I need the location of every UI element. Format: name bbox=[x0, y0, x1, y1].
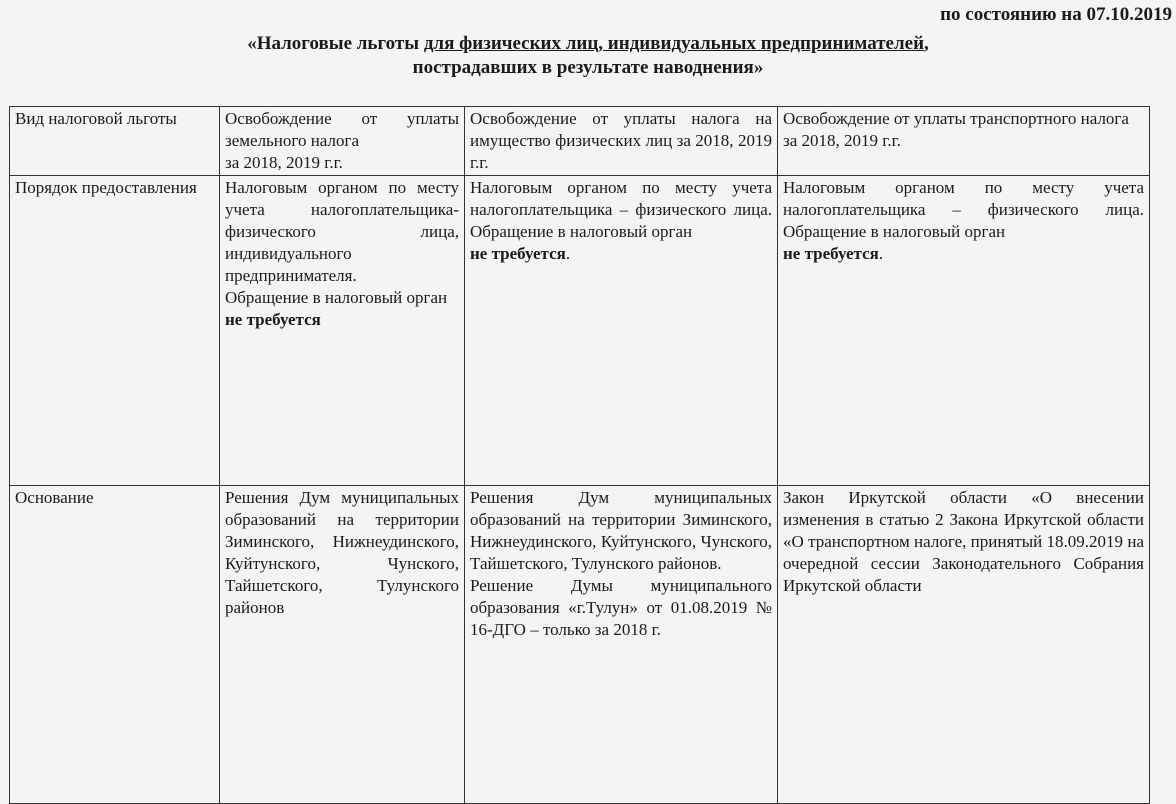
cell-bold-text: не требуется bbox=[225, 310, 321, 329]
cell-transport-tax-exemption bbox=[778, 107, 1150, 176]
title-suffix: , bbox=[924, 33, 929, 54]
document-title bbox=[0, 32, 1176, 80]
tax-benefits-table bbox=[9, 106, 1150, 804]
cell-text: Освобождение от уплаты налога на имущество физических лиц за 2018, 2019 г.г. bbox=[470, 109, 772, 172]
cell-text: Вид налоговой льготы bbox=[15, 109, 177, 128]
cell-land-basis bbox=[220, 486, 465, 804]
cell-text: Закон Иркутской области «О внесении изменения в статью 2 Закона Иркутской области «О транспортном налоге, принятый 18.09.2019 на очередной сессии Законодательного Собрания Иркутской области bbox=[783, 488, 1144, 595]
cell-text: Порядок предоставления bbox=[15, 178, 197, 197]
cell-transport-procedure bbox=[778, 176, 1150, 486]
cell-text: . bbox=[878, 244, 884, 263]
row-label-basis bbox=[10, 486, 220, 804]
cell-land-tax-exemption bbox=[220, 107, 465, 176]
cell-property-procedure bbox=[465, 176, 778, 486]
table-row bbox=[10, 176, 1150, 486]
cell-text: Основание bbox=[15, 488, 94, 507]
title-line-1 bbox=[0, 32, 1176, 56]
cell-text: Освобождение от уплаты земельного налога bbox=[225, 109, 459, 150]
table-row bbox=[10, 486, 1150, 804]
cell-property-basis bbox=[465, 486, 778, 804]
cell-bold-text: не требуется bbox=[783, 244, 879, 263]
row-label-benefit-type bbox=[10, 107, 220, 176]
title-line-2: пострадавших в результате наводнения» bbox=[412, 57, 764, 78]
cell-text: Решения Дум муниципальных образований на территории Зиминского, Нижнеудинского, Куйтунского, Чунского, Тайшетского, Тулунского районов bbox=[225, 488, 459, 617]
title-underlined: для физических лиц, индивидуальных предпринимателей bbox=[423, 33, 925, 54]
cell-bold-text: не требуется bbox=[470, 244, 566, 263]
cell-land-procedure bbox=[220, 176, 465, 486]
cell-text: Налоговым органом по месту учета налогоплательщика – физического лица. Обращение в налоговый орган bbox=[783, 178, 1144, 241]
cell-text: Решения Дум муниципальных образований на территории Зиминского, Нижнеудинского, Куйтунского, Чунского, Тайшетского, Тулунского районов. bbox=[470, 488, 772, 573]
table-row bbox=[10, 107, 1150, 176]
cell-text: . bbox=[565, 244, 571, 263]
row-label-procedure bbox=[10, 176, 220, 486]
date-line: по состоянию на 07.10.2019 bbox=[940, 4, 1172, 25]
cell-text: Освобождение от уплаты транспортного налога за 2018, 2019 г.г. bbox=[783, 109, 1129, 150]
cell-text: Налоговым органом по месту учета налогоплательщика-физического лица, индивидуального предпринимателя. bbox=[225, 178, 459, 285]
cell-transport-basis bbox=[778, 486, 1150, 804]
cell-property-tax-exemption bbox=[465, 107, 778, 176]
title-prefix: «Налоговые льготы bbox=[247, 33, 424, 54]
cell-text: за 2018, 2019 г.г. bbox=[225, 153, 343, 172]
cell-text: Налоговым органом по месту учета налогоплательщика – физического лица. Обращение в налоговый орган bbox=[470, 178, 772, 241]
cell-text: Обращение в налоговый орган bbox=[225, 288, 448, 307]
cell-text: Решение Думы муниципального образования «г.Тулун» от 01.08.2019 № 16-ДГО – только за 2018 г. bbox=[470, 576, 772, 639]
